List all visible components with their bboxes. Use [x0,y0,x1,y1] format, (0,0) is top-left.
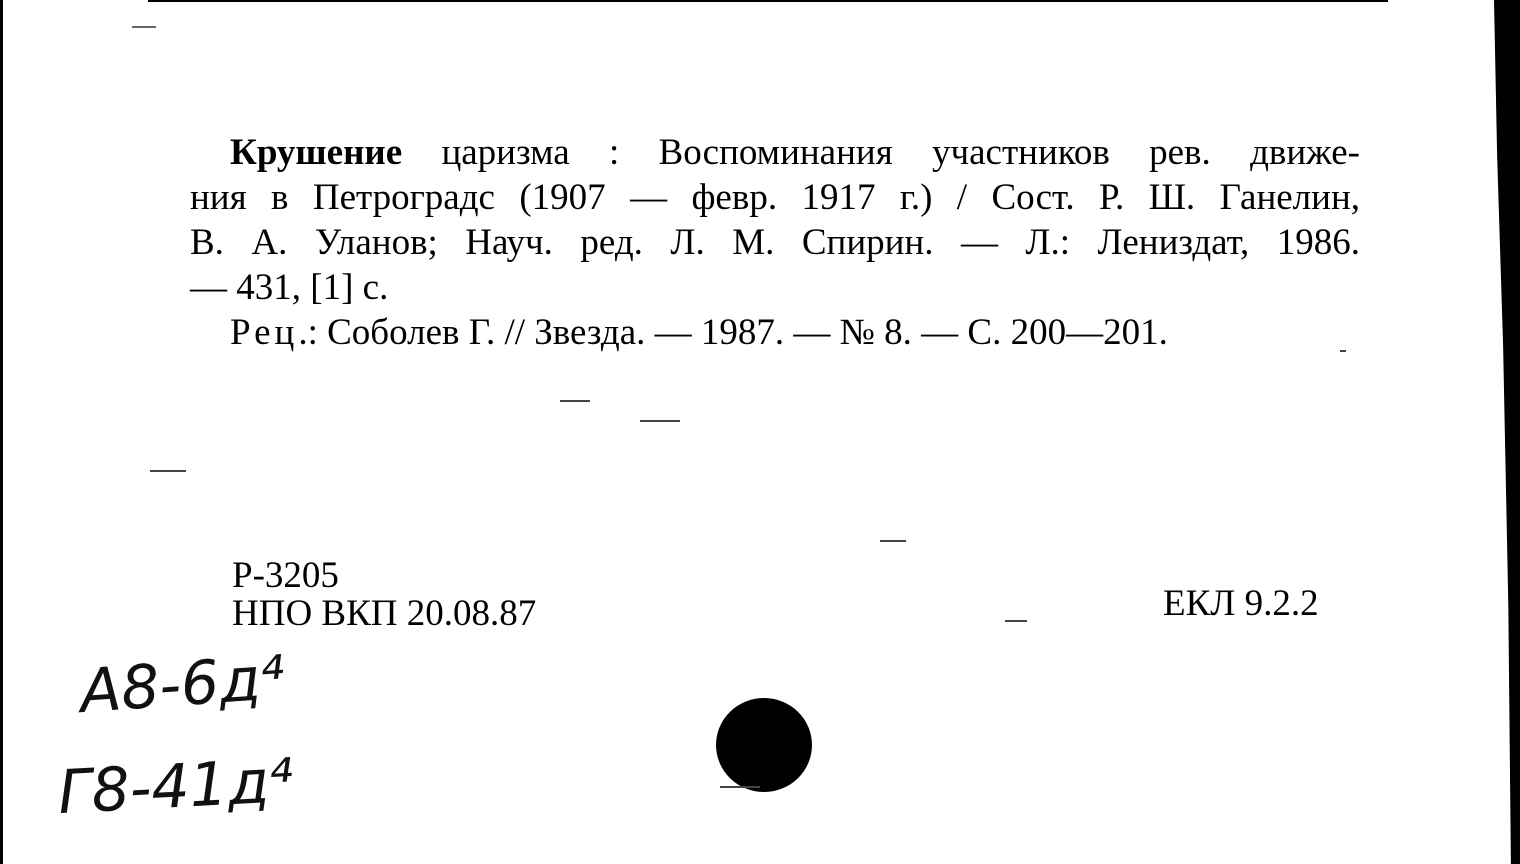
card-right-edge-shadow [1494,0,1520,864]
scan-mark [132,26,156,28]
punch-hole [716,698,812,792]
scan-speck [150,470,186,472]
entry-line-3: В. А. Уланов; Науч. ред. Л. М. Спирин. — Л.: Лениздат, 1986. [190,222,1360,263]
scan-speck [720,786,760,788]
entry-line-1 [190,130,1360,175]
review-label: Рец [230,312,299,353]
scan-speck [1340,350,1346,352]
scan-speck [560,400,590,402]
card-left-edge [0,0,3,864]
card-top-edge [148,0,1388,2]
handwritten-call-number-2: Г8-41д⁴ [56,745,295,829]
handwritten-call-number-1: А8-6д⁴ [77,642,287,728]
scan-speck [880,540,906,542]
classification-code: ЕКЛ 9.2.2 [1163,583,1319,624]
bibliographic-entry [190,130,1360,355]
review-line [190,310,1360,355]
entry-line-1-text: царизма : Воспоминания участников рев. движе- [441,132,1360,173]
entry-line-4: — 431, [1] с. [190,267,389,308]
shelf-code: Р-3205 [232,555,339,596]
entry-line-2: ния в Петроградс (1907 — февр. 1917 г.) / Сост. Р. Ш. Ганелин, [190,177,1360,218]
entry-title-word: Крушение [230,132,403,173]
scan-speck [640,420,680,422]
scan-speck [1005,620,1027,622]
review-text: .: Соболев Г. // Звезда. — 1987. — № 8. — С. 200—201. [298,312,1168,353]
registration-stamp: НПО ВКП 20.08.87 [232,593,537,634]
